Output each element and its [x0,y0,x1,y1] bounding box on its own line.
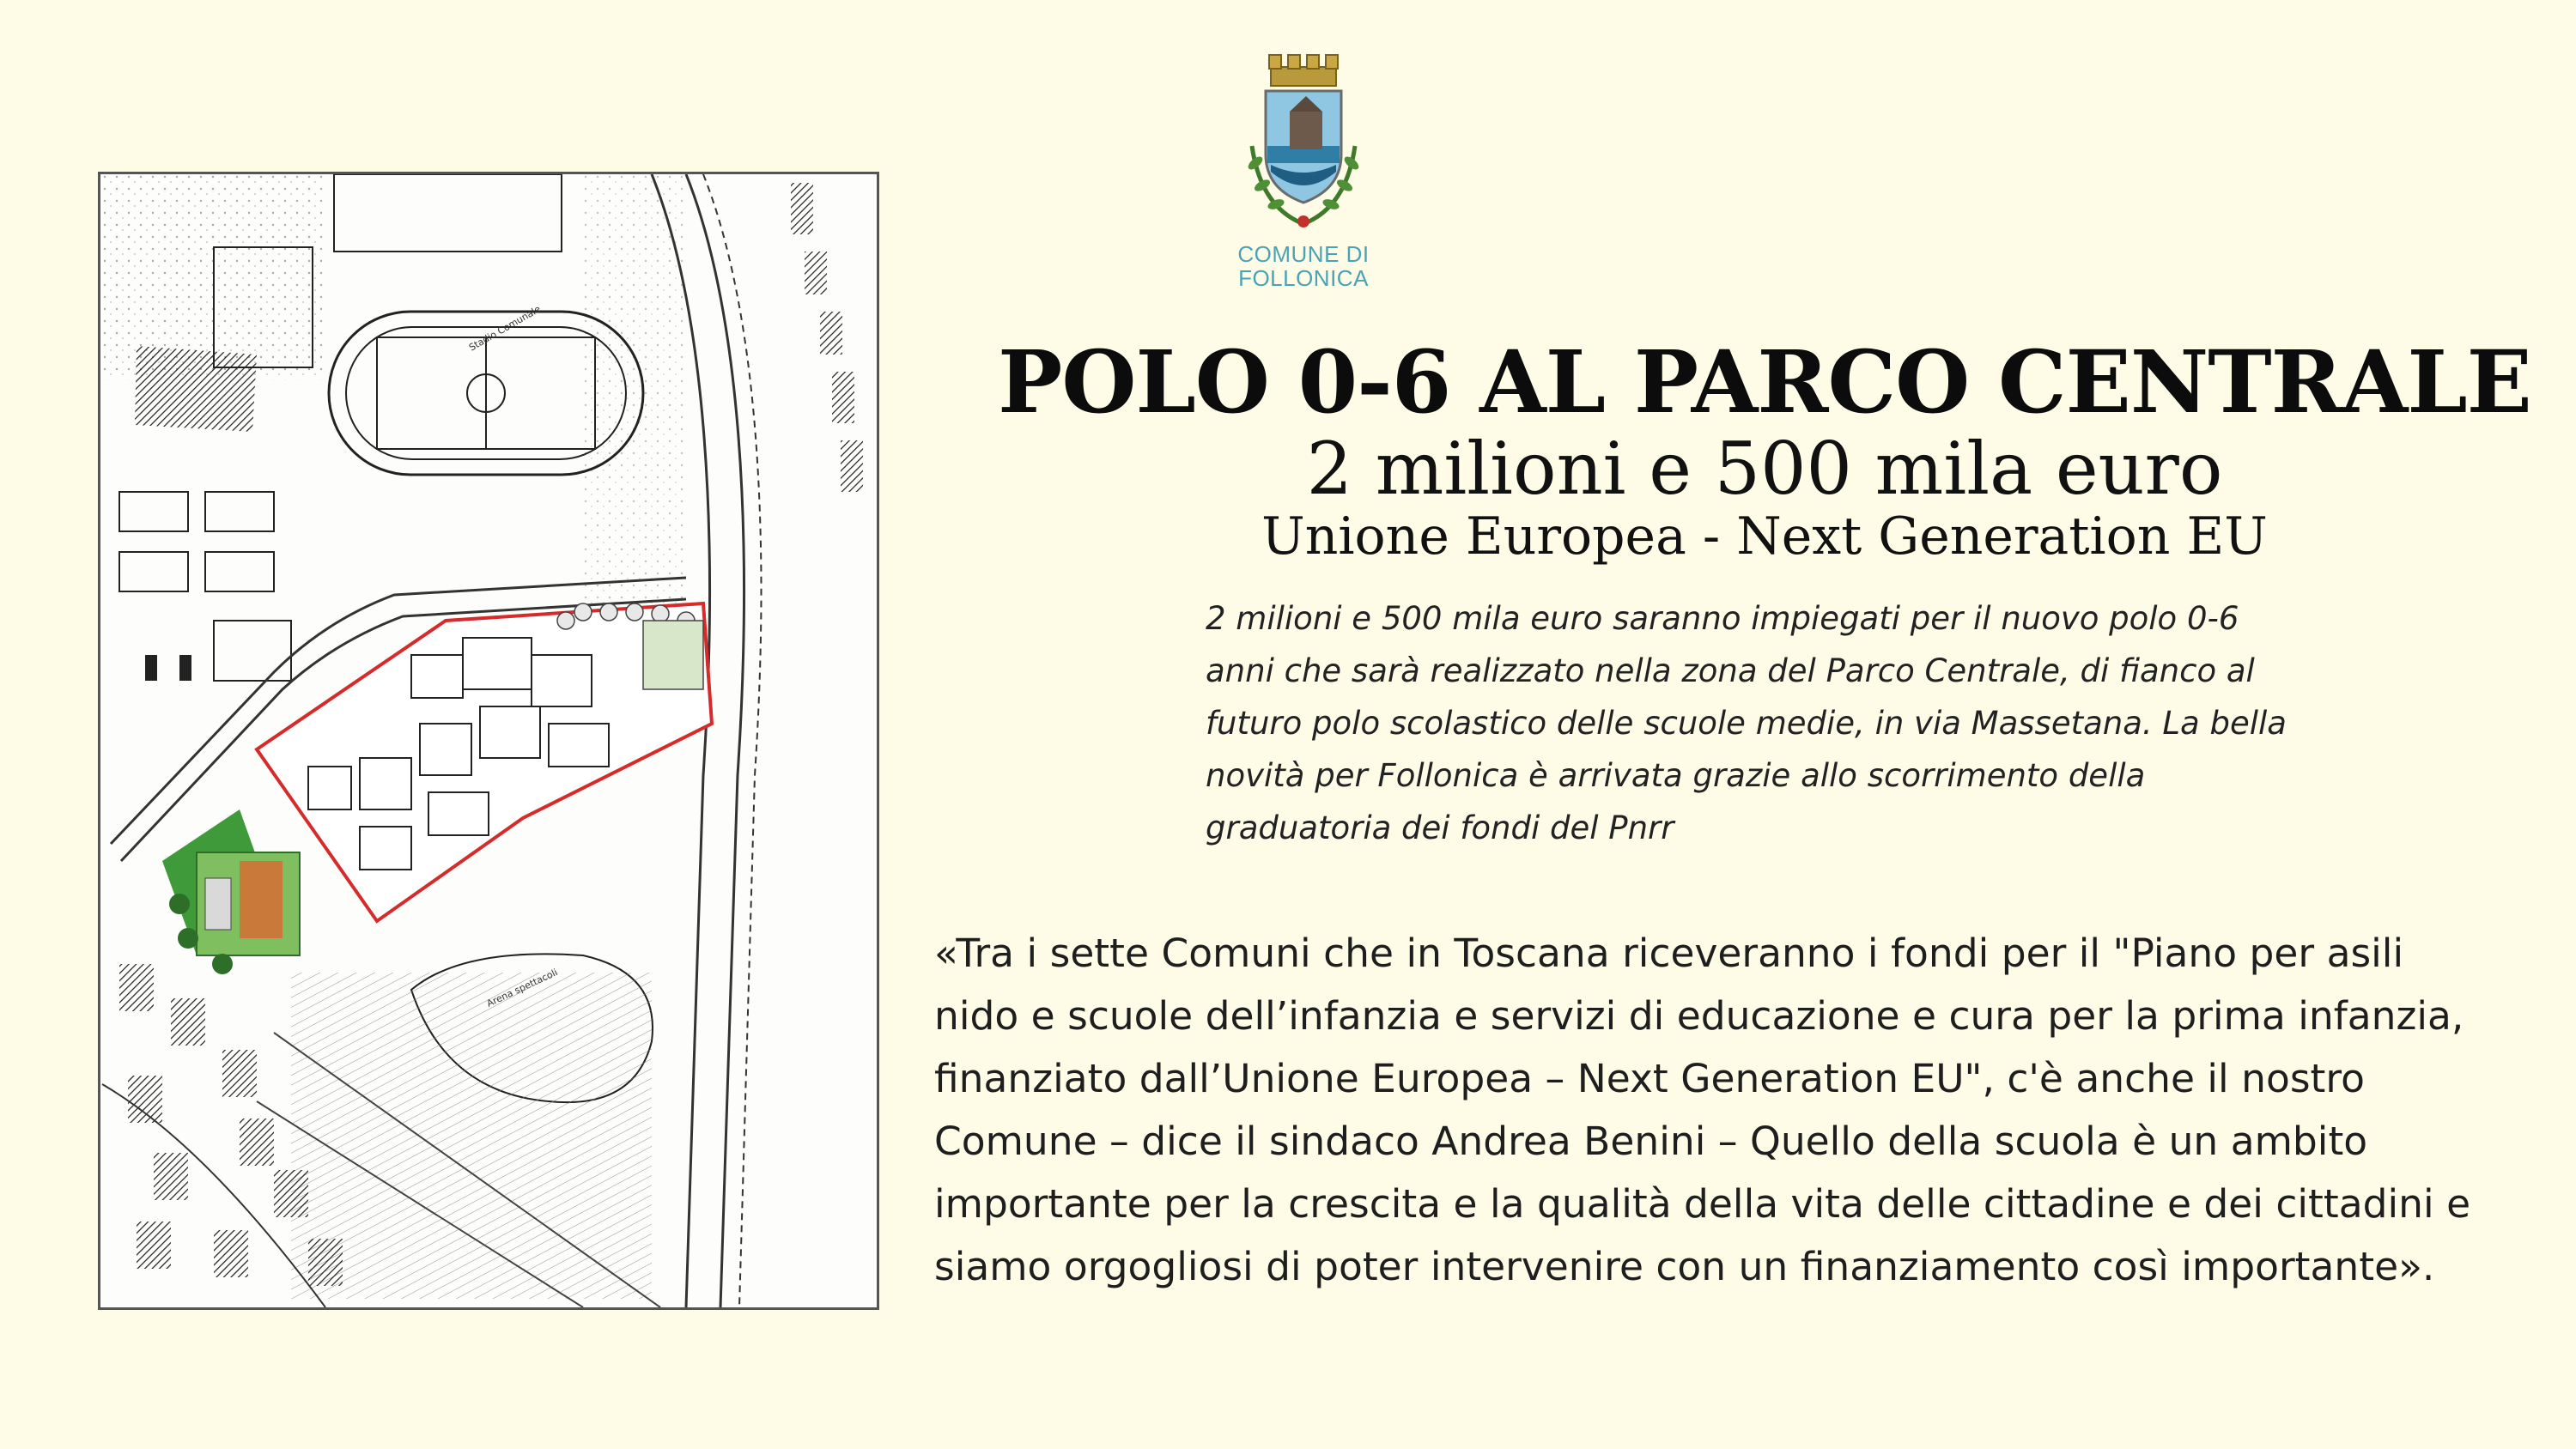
comune-name [1226,242,1381,290]
headline-subtitle: 2 milioni e 500 mila euro [1306,427,2223,511]
headline-funding-source: Unione Europea - Next Generation EU [1261,506,2268,567]
coat-of-arms-icon [1226,52,1381,240]
comune-name-line2: FOLLONICA [1238,265,1369,291]
mayor-quote: «Tra i sette Comuni che in Toscana riceveranno i fondi per il "Piano per asili nido e scuole dell’infanzia e servizi di educazione e cura per la prima infanzia, finanziato dall’Unione Europea – Next Generation EU", c'è anche il nostro Comune – dice il sindaco Andrea Benini – Quello della scuola è un ambito importante per la crescita e la qualità della vita delle cittadine e dei cittadini e siamo orgogliosi di poter intervenire con un finanziamento così importante». [934,931,2471,1289]
site-plan-map [98,172,879,1310]
comune-logo [1226,52,1381,292]
svg-text:Stadio Comunale: Stadio Comunale [467,303,543,354]
comune-name-line1: COMUNE DI [1237,241,1370,267]
headline-title: POLO 0-6 AL PARCO CENTRALE [998,331,2531,433]
lead-paragraph: 2 milioni e 500 mila euro saranno impiegati per il nuovo polo 0-6 anni che sarà realizzato nella zona del Parco Centrale, di fianco al futuro polo scolastico delle scuole medie, in via Massetana. La bella novità per Follonica è arrivata grazie allo scorrimento della graduatoria dei fondi del Pnrr [1206,600,2287,846]
